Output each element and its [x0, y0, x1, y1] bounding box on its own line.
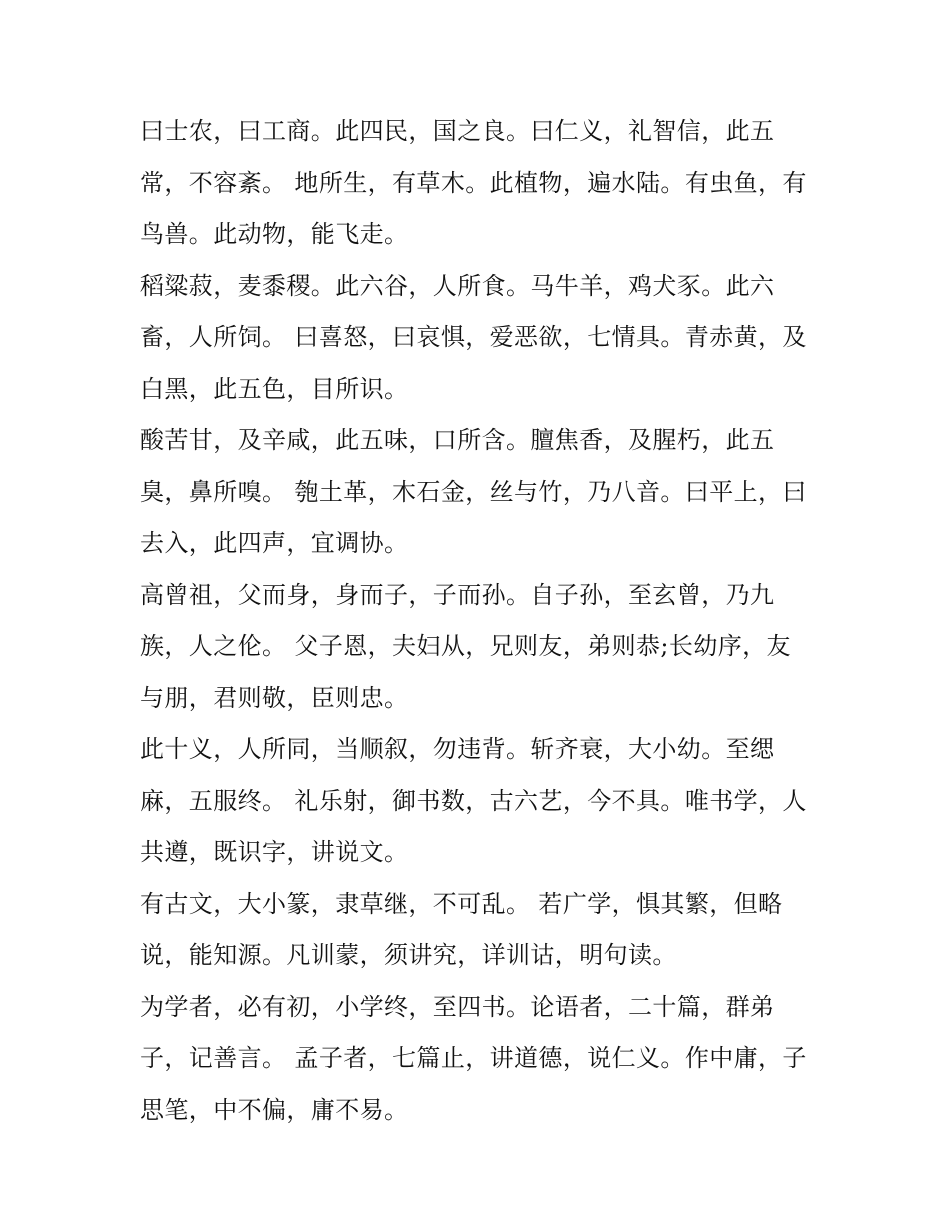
document-body [140, 106, 810, 1136]
paragraph-2: 稻粱菽，麦黍稷。此六谷，人所食。马牛羊，鸡犬豕。此六畜，人所饲。 曰喜怒，曰哀惧，爱恶欲，七情具。青赤黄，及白黑，此五色，目所识。 [140, 271, 807, 403]
paragraph-7: 为学者，必有初，小学终，至四书。论语者，二十篇，群弟子，记善言。 孟子者，七篇止，讲道德，说仁义。作中庸，子思笔，中不偏，庸不易。 [140, 992, 807, 1124]
paragraph-3: 酸苦甘，及辛咸，此五味，口所含。膻焦香，及腥朽，此五臭，鼻所嗅。 匏土革，木石金，丝与竹，乃八音。曰平上，曰去入，此四声，宜调协。 [140, 426, 807, 557]
paragraph-6: 有古文，大小篆，隶草继，不可乱。 若广学，惧其繁，但略说，能知源。凡训蒙，须讲究，详训诂，明句读。 [140, 889, 783, 969]
paragraph-4: 高曾祖，父而身，身而子，子而孙。自子孙，至玄曾，乃九族，人之伦。 父子恩，夫妇从，兄则友，弟则恭;长幼序，友与朋，君则敬，臣则忠。 [140, 580, 791, 712]
paragraph-5: 此十义，人所同，当顺叙，勿违背。斩齐衰，大小幼。至缌麻，五服终。 礼乐射，御书数，古六艺，今不具。唯书学，人共遵，既识字，讲说文。 [140, 735, 807, 866]
paragraph-1: 曰士农，曰工商。此四民，国之良。曰仁义，礼智信，此五常，不容紊。 地所生，有草木。此植物，遍水陆。有虫鱼，有鸟兽。此动物，能飞走。 [140, 117, 807, 248]
